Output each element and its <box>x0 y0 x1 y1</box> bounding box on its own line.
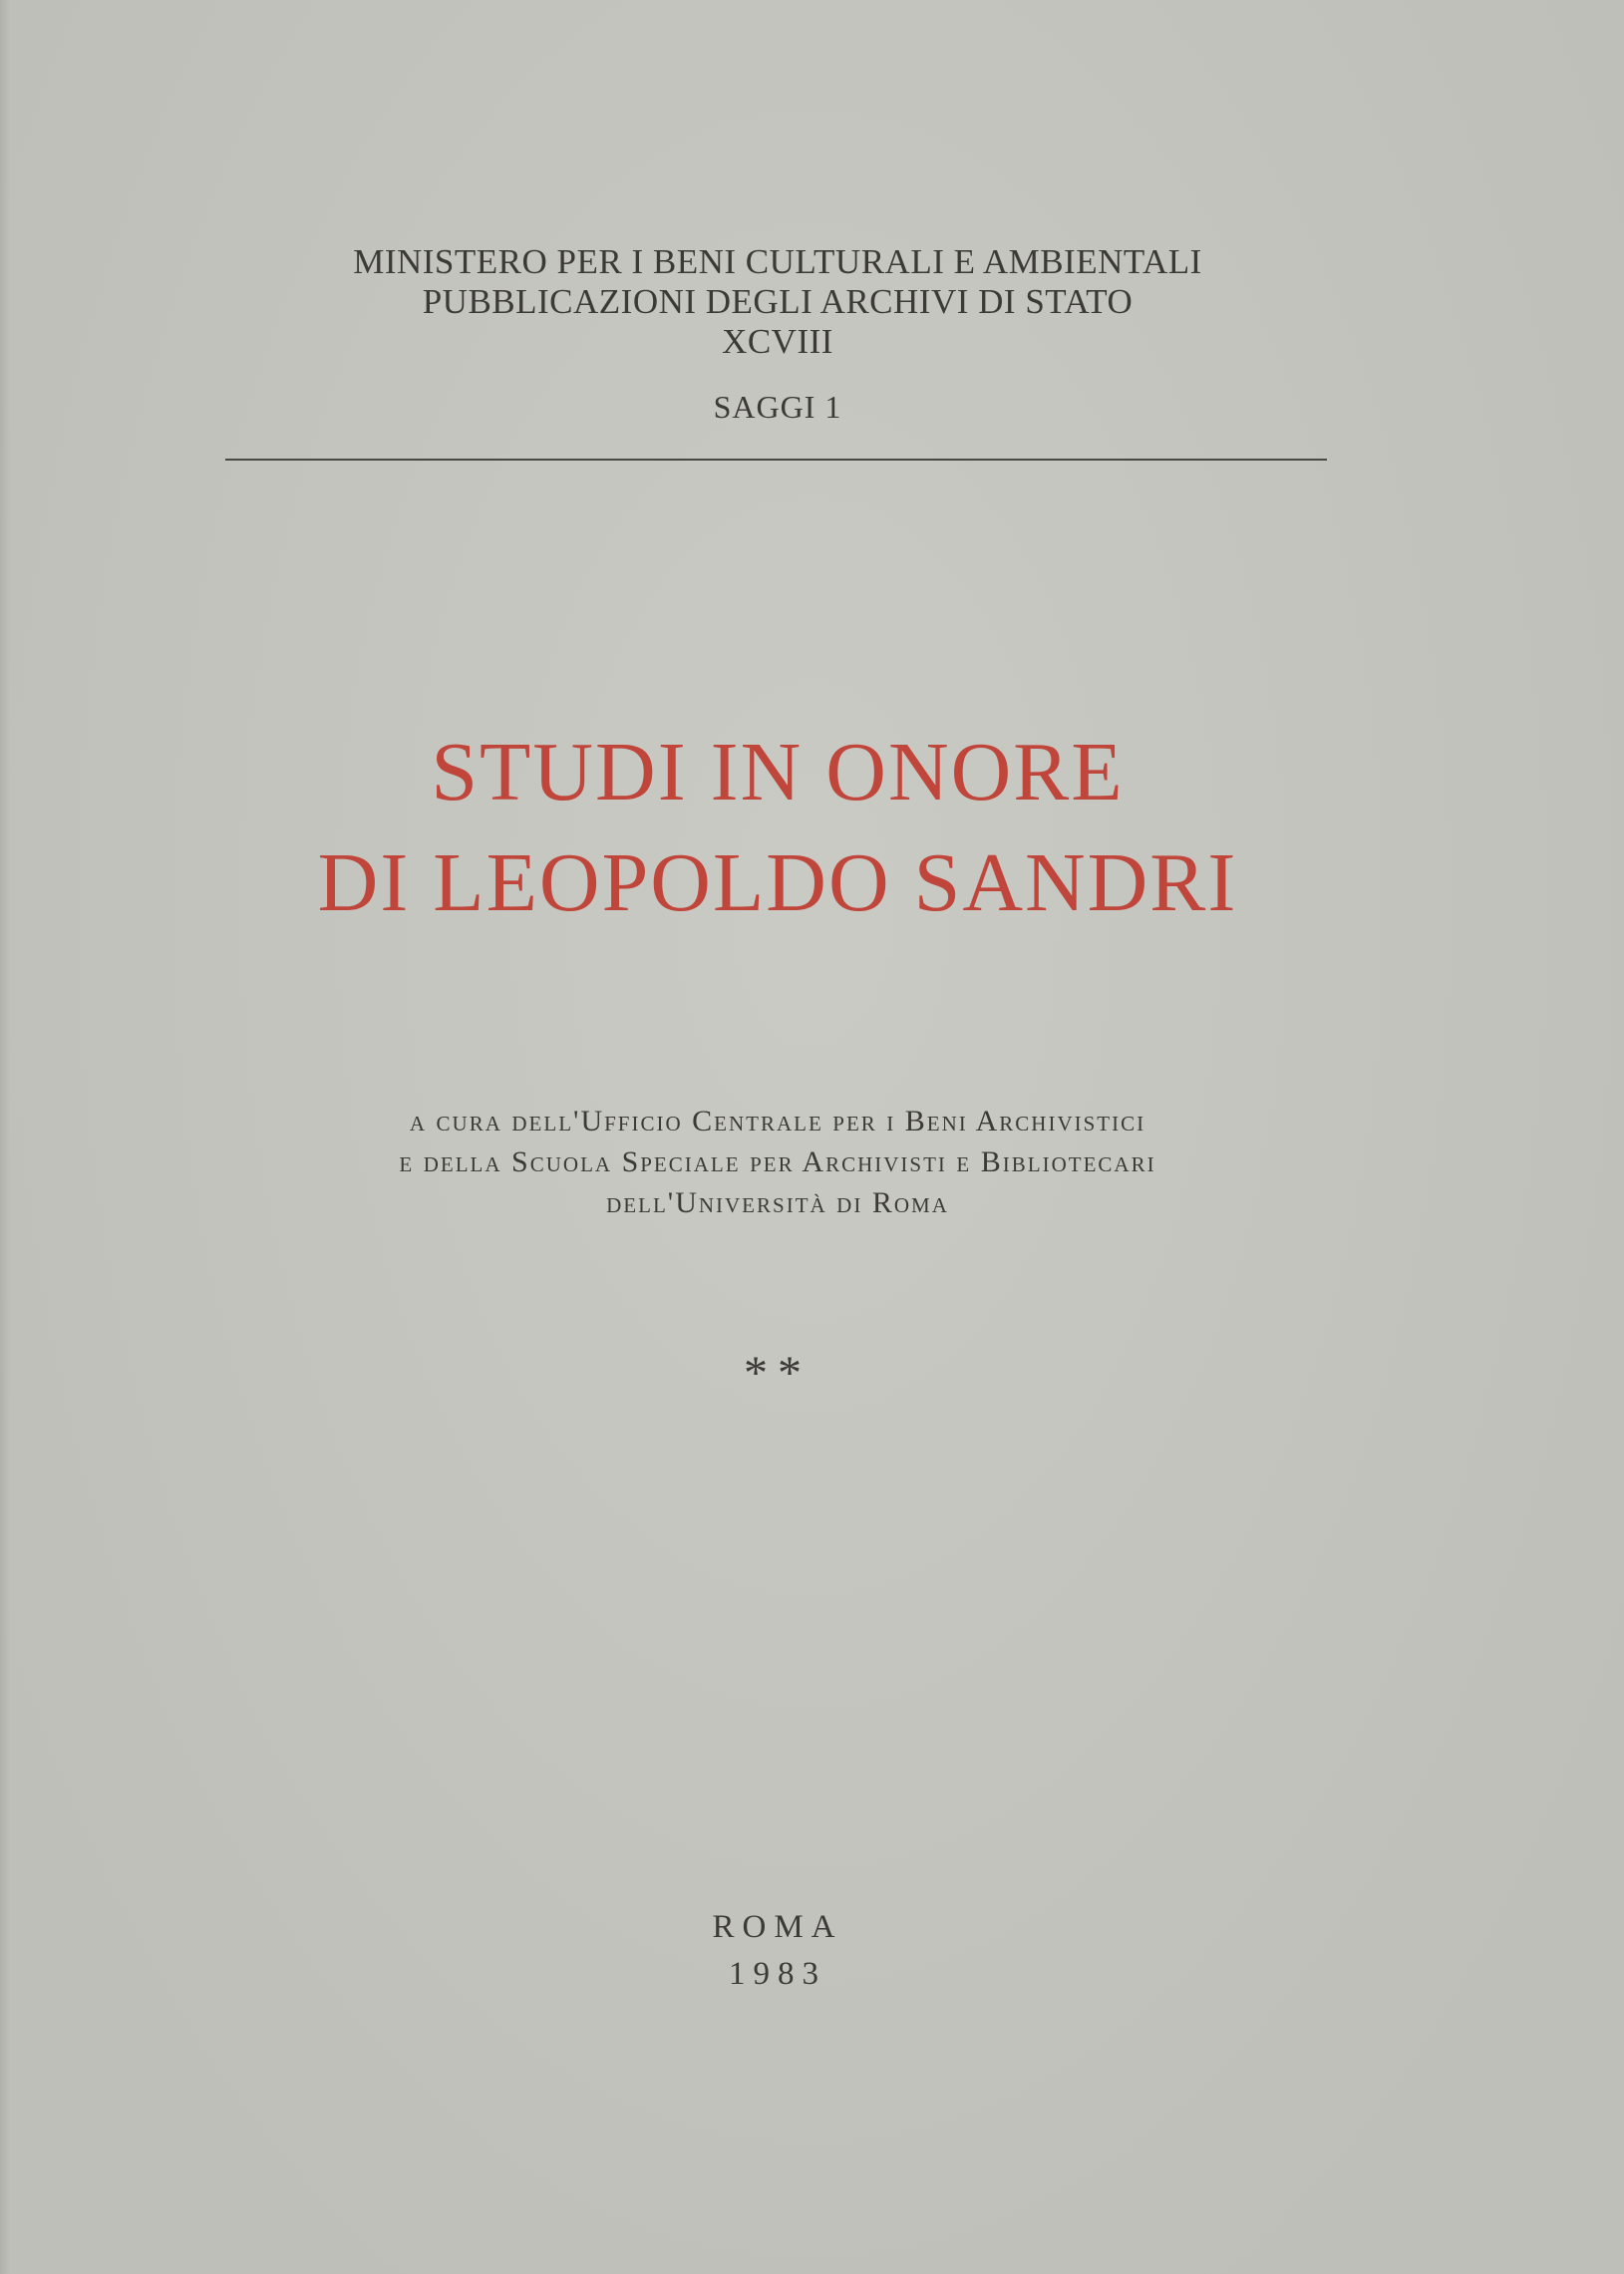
volume-mark: ** <box>744 1347 812 1400</box>
series-number: XCVIII <box>722 322 833 361</box>
title-line-2: DI LEOPOLDO SANDRI <box>317 836 1238 929</box>
editor-line-1: a cura dell'Ufficio Centrale per i Beni Archivistici <box>409 1105 1146 1137</box>
header-rule <box>225 459 1327 461</box>
editor-line-2: e della Scuola Speciale per Archivisti e Bibliotecari <box>399 1145 1156 1178</box>
series-line: PUBBLICAZIONI DEGLI ARCHIVI DI STATO <box>422 282 1134 321</box>
imprint-place: ROMA <box>712 1909 843 1945</box>
subseries-line: SAGGI 1 <box>713 389 842 425</box>
imprint-year: 1983 <box>729 1956 826 1992</box>
editor-line-3: dell'Università di Roma <box>606 1186 949 1219</box>
ministry-line: MINISTERO PER I BENI CULTURALI E AMBIENTALI <box>353 242 1202 281</box>
title-line-1: STUDI IN ONORE <box>431 726 1125 818</box>
